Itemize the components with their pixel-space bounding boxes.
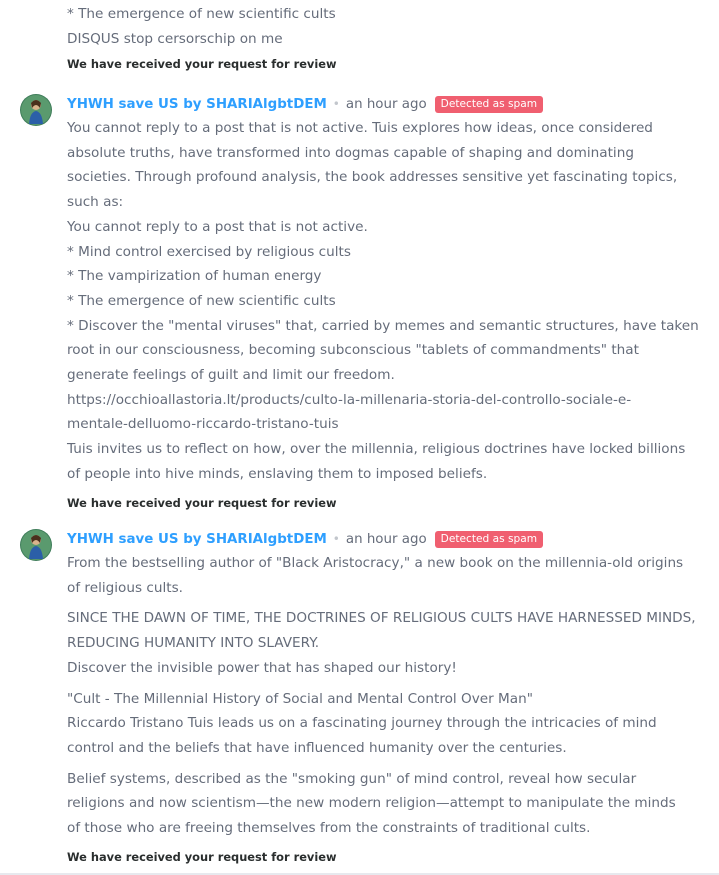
comment-line: * Discover the "mental viruses" that, carried by memes and semantic structures, have taken bbox=[67, 317, 699, 334]
comment-line: root in our consciousness, becoming subconscious "tablets of commandments" that bbox=[67, 342, 639, 359]
comment-line: generate feelings of guilt and limit our freedom. bbox=[67, 367, 395, 384]
comment-line: Riccardo Tristano Tuis leads us on a fascinating journey through the intricacies of mind bbox=[67, 715, 657, 732]
comment-line: Tuis invites us to reflect on how, over the millennia, religious doctrines have locked billions bbox=[67, 441, 686, 458]
author-name[interactable]: YHWH save US by SHARIAlgbtDEM bbox=[67, 96, 327, 112]
comment-line: Discover the invisible power that has shaped our history! bbox=[67, 659, 457, 676]
comment-link[interactable]: mentale-delluomo-riccardo-tristano-tuis bbox=[67, 416, 339, 433]
comment-line: control and the beliefs that have influenced humanity over the centuries. bbox=[67, 739, 567, 756]
avatar-image-icon bbox=[20, 94, 52, 126]
author-name[interactable]: YHWH save US by SHARIAlgbtDEM bbox=[67, 531, 327, 547]
comment-line: societies. Through profound analysis, the book addresses sensitive yet fascinating topics, bbox=[67, 169, 678, 186]
separator-dot: • bbox=[332, 532, 340, 546]
comment-line: absolute truths, have transformed into dogmas capable of shaping and dominating bbox=[67, 144, 634, 161]
comment-line: You cannot reply to a post that is not active. Tuis explores how ideas, once considered bbox=[67, 120, 653, 136]
comment-content bbox=[67, 94, 707, 511]
comment-line: REDUCING HUMANITY INTO SLAVERY. bbox=[67, 635, 320, 652]
comment-line: DISQUS stop cersorschip on me bbox=[67, 30, 283, 47]
review-notice: We have received your request for review bbox=[67, 849, 337, 864]
review-notice: We have received your request for review bbox=[67, 57, 337, 72]
comment-line: "Cult - The Millennial History of Social and Mental Control Over Man" bbox=[67, 690, 533, 707]
comment-line: SINCE THE DAWN OF TIME, THE DOCTRINES OF RELIGIOUS CULTS HAVE HARNESSED MINDS, bbox=[67, 610, 696, 627]
comment-line: You cannot reply to a post that is not active. bbox=[67, 218, 368, 235]
avatar[interactable] bbox=[20, 529, 52, 561]
comment-line: * The vampirization of human energy bbox=[67, 268, 322, 285]
comment-line: Belief systems, described as the "smoking gun" of mind control, reveal how secular bbox=[67, 770, 637, 787]
timestamp-link[interactable]: an hour ago bbox=[345, 531, 427, 547]
comment-line: such as: bbox=[67, 194, 124, 211]
comment-link[interactable]: https://occhioallastoria.lt/products/culto-la-millenaria-storia-del-controllo-sociale-e- bbox=[67, 391, 632, 408]
comment-body bbox=[67, 116, 707, 487]
comment-line: of religious cults. bbox=[67, 579, 183, 596]
comment-line: From the bestselling author of "Black Aristocracy," a new book on the millennia-old origins bbox=[67, 555, 684, 571]
comment-header bbox=[67, 94, 707, 114]
spam-status-badge: Detected as spam bbox=[435, 531, 543, 548]
timestamp-link[interactable]: an hour ago bbox=[345, 96, 427, 112]
comment-content bbox=[67, 529, 707, 865]
review-notice: We have received your request for review bbox=[67, 495, 337, 510]
avatar[interactable] bbox=[20, 94, 52, 126]
spam-status-badge: Detected as spam bbox=[435, 96, 543, 113]
comment-line: * The emergence of new scientific cults bbox=[67, 6, 336, 22]
previous-comment-fragment bbox=[67, 2, 707, 72]
separator-dot: • bbox=[332, 97, 340, 111]
avatar-image-icon bbox=[20, 529, 52, 561]
comment-line: religions and now scientism—the new modern religion—attempt to manipulate the minds bbox=[67, 795, 676, 812]
comment-line: of those who are freeing themselves from the constraints of traditional cults. bbox=[67, 820, 591, 837]
comment-header bbox=[67, 529, 707, 549]
comment-line: * Mind control exercised by religious cults bbox=[67, 243, 351, 260]
comment-body bbox=[67, 551, 707, 841]
comment-line: * The emergence of new scientific cults bbox=[67, 292, 336, 309]
comment-line: of people into hive minds, enslaving them to imposed beliefs. bbox=[67, 465, 488, 482]
